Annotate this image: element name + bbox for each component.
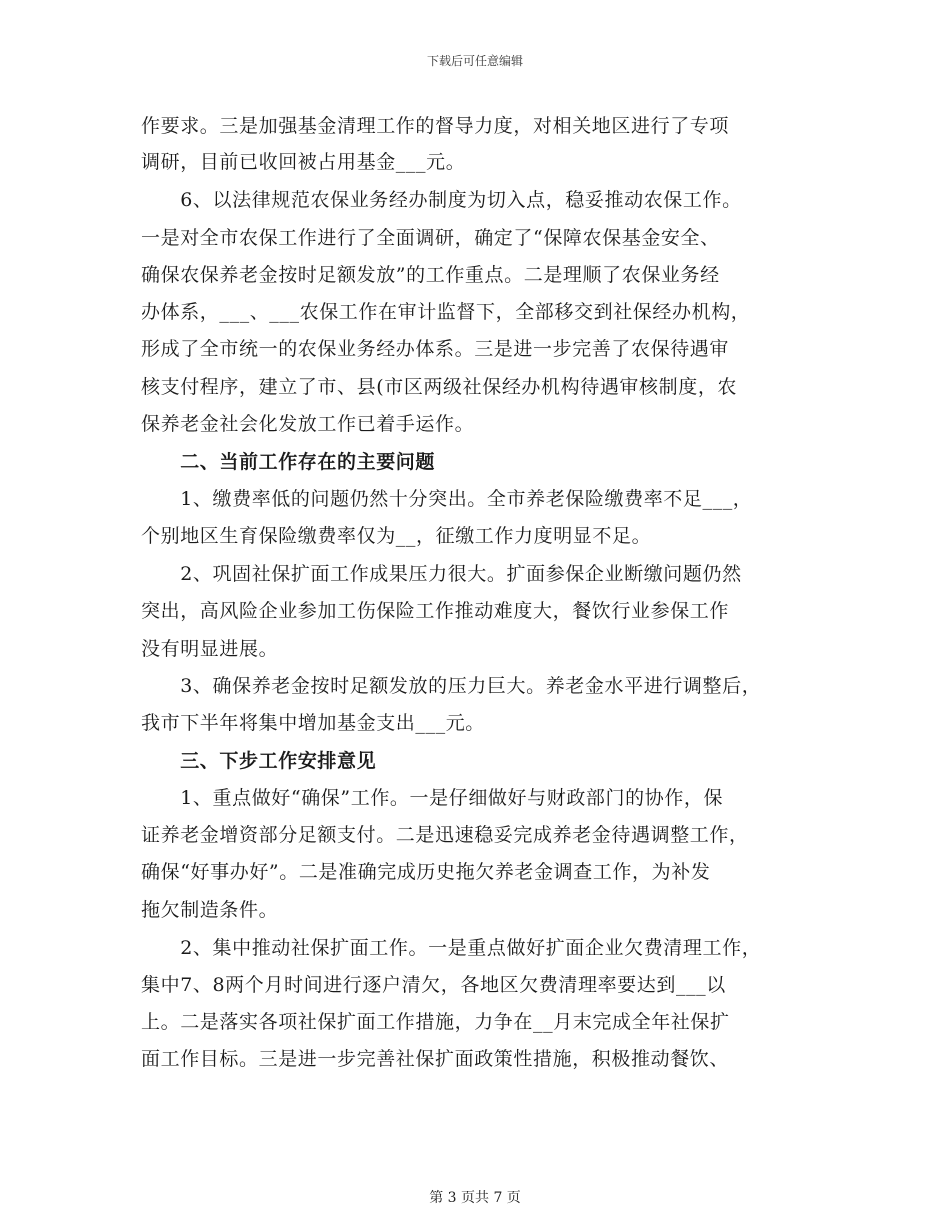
text-line: 上。二是落实各项社保扩面工作措施，力争在__月末完成全年社保扩 (141, 1011, 730, 1033)
text-line: 6、以法律规范农保业务经办制度为切入点，稳妥推动农保工作。 (141, 189, 742, 211)
text-line: 调研，目前已收回被占用基金___元。 (141, 151, 466, 173)
text-line: 确保农保养老金按时足额发放”的工作重点。二是理顺了农保业务经 (141, 264, 720, 286)
section-heading: 二、当前工作存在的主要问题 (141, 451, 436, 473)
section-heading: 三、下步工作安排意见 (141, 750, 377, 772)
text-line: 证养老金增资部分足额支付。二是迅速稳妥完成养老金待遇调整工作， (141, 824, 749, 846)
text-line: 确保“好事办好”。二是准确完成历史拖欠养老金调查工作，为补发 (141, 861, 711, 883)
text-line: 2、巩固社保扩面工作成果压力很大。扩面参保企业断缴问题仍然 (141, 563, 742, 585)
text-line: 核支付程序，建立了市、县(市区两级社保经办机构待遇审核制度，农 (141, 376, 738, 398)
text-line: 作要求。三是加强基金清理工作的督导力度，对相关地区进行了专项 (141, 115, 730, 137)
text-line: 没有明显进展。 (141, 638, 279, 660)
text-line: 3、确保养老金按时足额发放的压力巨大。养老金水平进行调整后， (141, 675, 762, 697)
text-line: 2、集中推动社保扩面工作。一是重点做好扩面企业欠费清理工作， (141, 937, 762, 959)
text-line: 个别地区生育保险缴费率仅为__，征缴工作力度明显不足。 (141, 525, 652, 547)
text-line: 突出，高风险企业参加工伤保险工作推动难度大，餐饮行业参保工作 (141, 600, 730, 622)
text-line: 1、重点做好“确保”工作。一是仔细做好与财政部门的协作，保 (141, 787, 724, 809)
text-line: 面工作目标。三是进一步完善社保扩面政策性措施，积极推动餐饮、 (141, 1048, 730, 1070)
text-line: 形成了全市统一的农保业务经办体系。三是进一步完善了农保待遇审 (141, 338, 730, 360)
text-line: 保养老金社会化发放工作已着手运作。 (141, 413, 475, 435)
page-footer: 第 3 页共 7 页 (429, 1190, 521, 1206)
text-line: 集中7、8两个月时间进行逐户清欠，各地区欠费清理率要达到___以 (141, 974, 726, 996)
text-line: 办体系，___、___农保工作在审计监督下，全部移交到社保经办机构， (141, 301, 751, 323)
text-line: 1、缴费率低的问题仍然十分突出。全市养老保险缴费率不足___， (141, 488, 753, 510)
page-header: 下载后可任意编辑 (426, 54, 523, 68)
text-line: 一是对全市农保工作进行了全面调研，确定了“保障农保基金安全、 (141, 227, 720, 249)
text-line: 拖欠制造条件。 (141, 899, 279, 921)
text-line: 我市下半年将集中增加基金支出___元。 (141, 712, 485, 734)
